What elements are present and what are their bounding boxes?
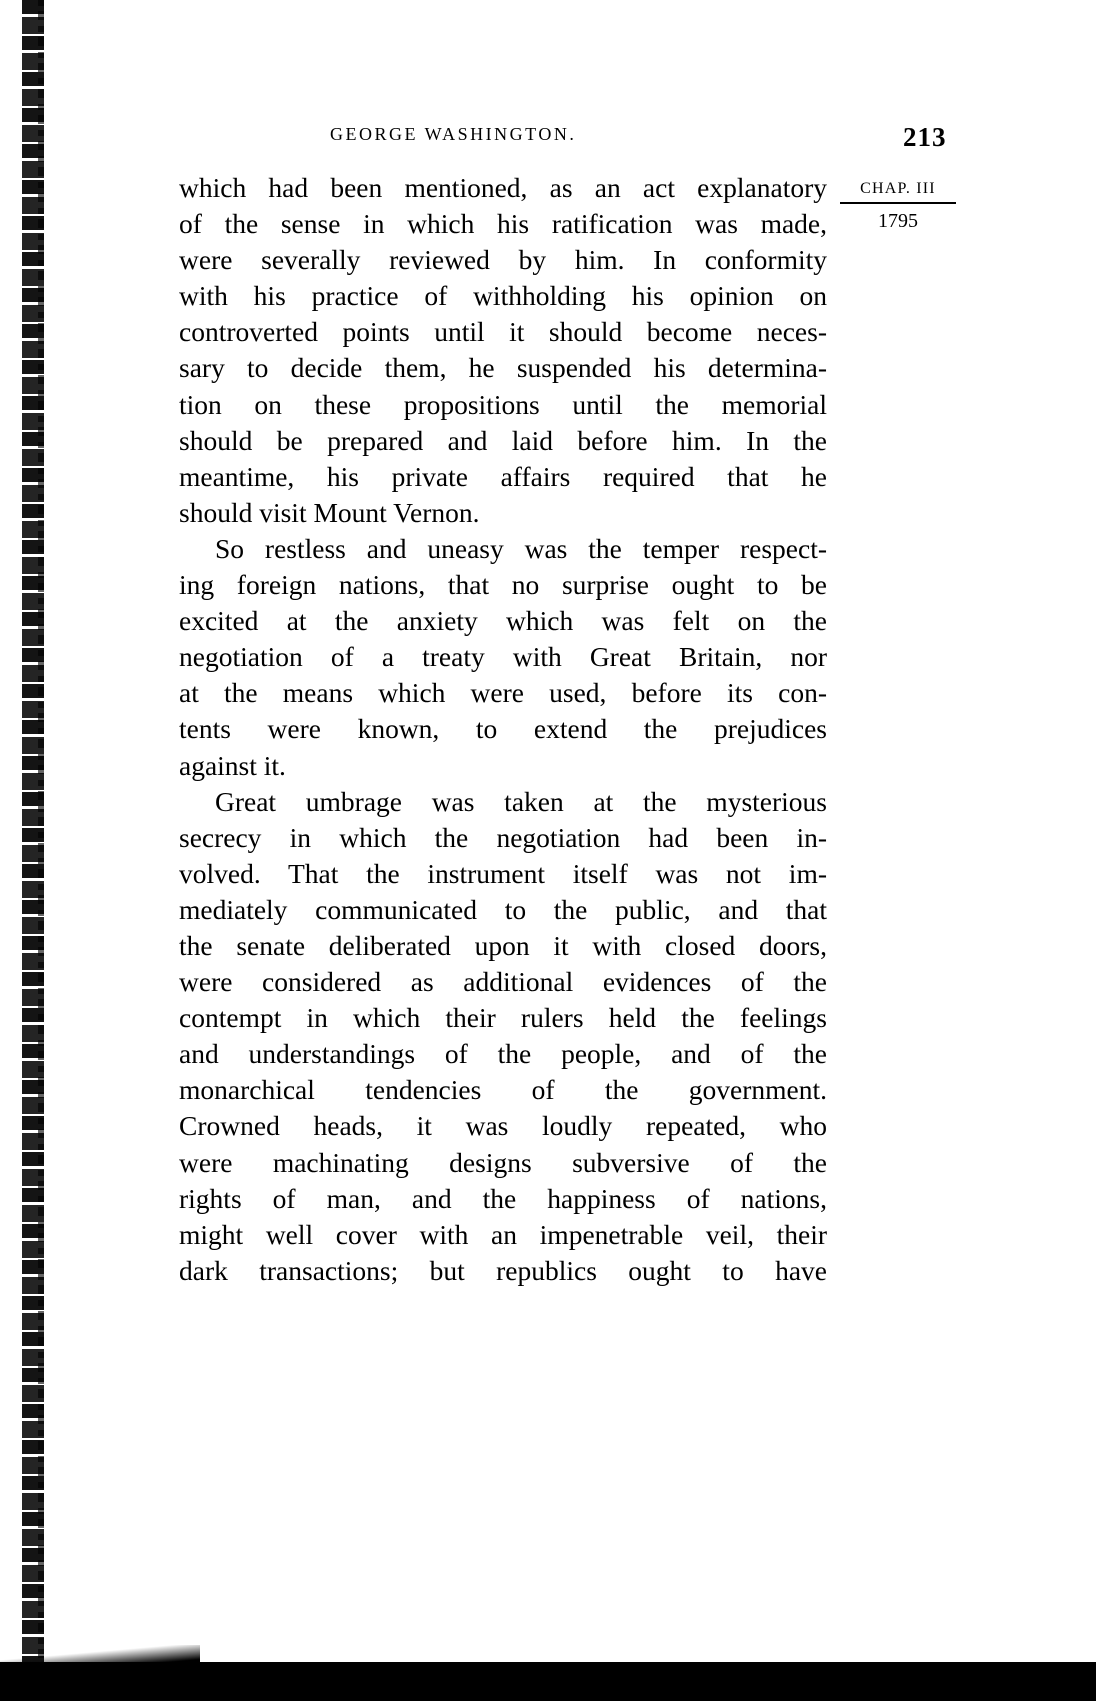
- text-line: ing foreign nations, that no surprise ought to be: [179, 569, 827, 601]
- book-binding-shadow: [38, 0, 44, 1665]
- text-line: dark transactions; but republics ought to have: [179, 1254, 827, 1286]
- text-line: should visit Mount Vernon.: [179, 496, 480, 528]
- text-line: rights of man, and the happiness of nations,: [179, 1182, 827, 1214]
- text-line: against it.: [179, 749, 286, 781]
- text-line: excited at the anxiety which was felt on the: [179, 605, 827, 637]
- running-head: GEORGE WASHINGTON.: [330, 124, 577, 144]
- body-text: [179, 170, 827, 1289]
- page-number: 213: [903, 122, 947, 152]
- text-line: sary to decide them, he suspended his determina-: [179, 352, 827, 384]
- text-line: were severally reviewed by him. In conformity: [179, 244, 827, 276]
- text-line: of the sense in which his ratification was made,: [179, 208, 827, 240]
- text-line: secrecy in which the negotiation had been in-: [179, 821, 827, 853]
- text-line: the senate deliberated upon it with closed doors,: [179, 929, 827, 961]
- text-line: which had been mentioned, as an act explanatory: [179, 172, 827, 203]
- text-line: So restless and uneasy was the temper respect-: [215, 532, 827, 564]
- text-line: mediately communicated to the public, and that: [179, 893, 827, 925]
- margin-year-label: 1795: [878, 210, 918, 232]
- text-line: meantime, his private affairs required that he: [179, 460, 827, 492]
- margin-chapter-label: CHAP. III: [840, 180, 956, 204]
- text-line: were considered as additional evidences of the: [179, 966, 827, 998]
- text-line: with his practice of withholding his opinion on: [179, 280, 827, 312]
- text-line: Crowned heads, it was loudly repeated, who: [179, 1110, 827, 1142]
- text-line: contempt in which their rulers held the feelings: [179, 1002, 827, 1034]
- text-line: tion on these propositions until the memorial: [179, 388, 827, 420]
- text-line: controverted points until it should become neces-: [179, 316, 827, 348]
- text-line: Great umbrage was taken at the mysterious: [215, 785, 827, 817]
- text-line: should be prepared and laid before him. In the: [179, 424, 827, 456]
- text-line: volved. That the instrument itself was not im-: [179, 857, 827, 889]
- text-line: were machinating designs subversive of the: [179, 1146, 827, 1178]
- text-line: monarchical tendencies of the government.: [179, 1074, 827, 1106]
- text-line: tents were known, to extend the prejudices: [179, 713, 827, 745]
- text-line: at the means which were used, before its con-: [179, 677, 827, 709]
- scan-bottom-border: [0, 1662, 1096, 1701]
- text-line: might well cover with an impenetrable veil, their: [179, 1218, 827, 1250]
- text-line: negotiation of a treaty with Great Britain, nor: [179, 641, 827, 673]
- margin-note: [840, 180, 956, 233]
- text-line: and understandings of the people, and of the: [179, 1038, 827, 1070]
